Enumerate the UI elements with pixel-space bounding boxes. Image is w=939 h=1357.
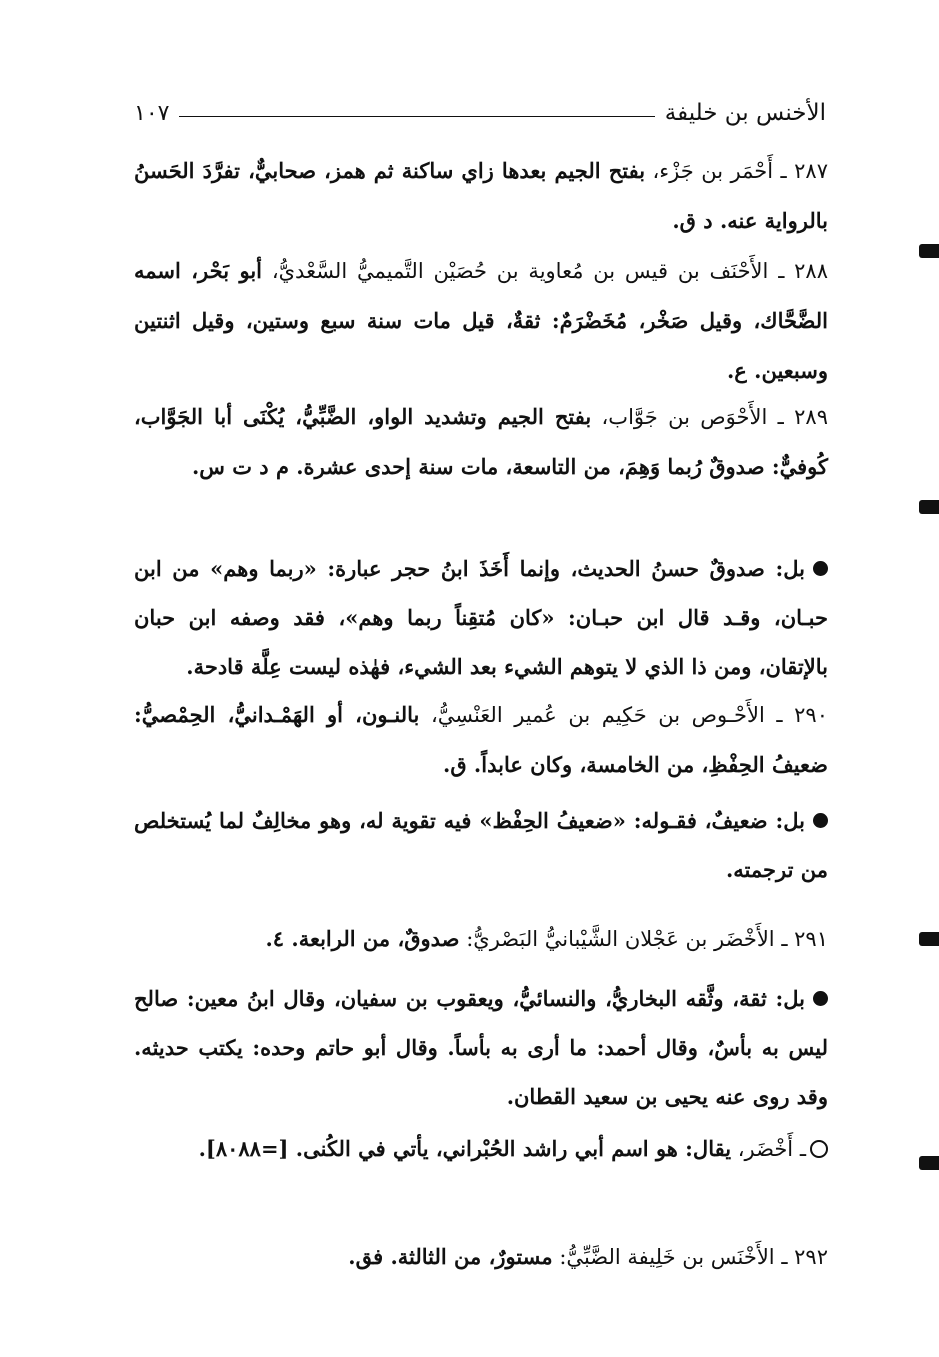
page-number: ١٠٧ bbox=[134, 100, 170, 126]
entry-number: ٢٨٨ ـ bbox=[778, 259, 828, 283]
entry-number: ـ bbox=[799, 1137, 806, 1161]
entry-name: أَخْضَر، bbox=[737, 1137, 794, 1161]
entry-name: الأَخْنَس بن خَلِيفة الضَّبِّيُّ: bbox=[559, 1245, 775, 1269]
entry-number: ٢٨٧ ـ bbox=[780, 159, 828, 183]
bullet-icon bbox=[813, 813, 828, 828]
entry-text: يقال: هو اسم أبي راشد الحُبْراني، يأتي في الكُنى. [=٨٠٨٨]. bbox=[198, 1136, 732, 1161]
entry-name: الأَخْضَر بن عَجْلان الشَّيْبانيُّ البَصْريُّ: bbox=[466, 927, 775, 951]
entry-number: ٢٩١ ـ bbox=[781, 927, 828, 951]
margin-tab-mark bbox=[919, 932, 939, 946]
entry-text: بفتح الجيم بعدها زاي ساكنة ثم همز، صحابيٌّ، تفرَّدَ الحَسنُ بالرواية عنه. د ق. bbox=[134, 158, 828, 233]
margin-tab-mark bbox=[919, 500, 939, 514]
entry-291 bbox=[134, 914, 828, 964]
running-header bbox=[134, 96, 826, 130]
entry-289 bbox=[134, 392, 828, 492]
commentary-290 bbox=[134, 796, 828, 894]
entry-288 bbox=[134, 246, 828, 396]
circle-marker-icon bbox=[810, 1140, 828, 1158]
entry-number: ٢٩٢ ـ bbox=[781, 1245, 828, 1269]
entry-text: مستورٌ، من الثالثة. فق. bbox=[348, 1244, 553, 1269]
entry-292 bbox=[134, 1232, 828, 1282]
commentary-text: بل: ثقة، وثَّقه البخاريُّ، والنسائيُّ، ويعقوب بن سفيان، وقال ابنُ معين: صالح ليس به بأسٌ، وقال أحمد: ما أرى به بأساً. وقال أبو حاتم وحده: يكتب حديثه. وقد روى عنه يحيى بن سعيد القطان. bbox=[134, 986, 828, 1109]
entry-name: أَحْمَر بن جَزْء، bbox=[652, 159, 774, 183]
header-title: الأخنس بن خليفة bbox=[664, 100, 826, 126]
margin-tab-mark bbox=[919, 244, 939, 258]
entry-text: صدوقٌ، من الرابعة. ٤. bbox=[265, 926, 460, 951]
entry-number: ٢٩٠ ـ bbox=[776, 703, 828, 727]
commentary-text: بل: ضعيفٌ، فقـوله: «ضعيفُ الحِفْظ» فيه تقوية له، وهو مخالِفٌ لما يُستخلص من ترجمته. bbox=[134, 808, 828, 882]
bullet-icon bbox=[813, 991, 828, 1006]
entry-290 bbox=[134, 690, 828, 790]
bullet-icon bbox=[813, 561, 828, 576]
entry-akhdar-crossref bbox=[134, 1124, 828, 1174]
commentary-291 bbox=[134, 974, 828, 1121]
entry-name: الأَحْوَص بن جَوَّاب، bbox=[601, 405, 768, 429]
header-rule bbox=[179, 116, 654, 117]
commentary-289 bbox=[134, 544, 828, 691]
commentary-text: بل: صدوقٌ حسنُ الحديث، وإنما أَخَذَ ابنُ حجر عبارة: «ربما وهم» من ابن حبـان، وقـد قال ابن حبـان: «كان مُتقِناً ربما وهم»، فقد وصفه ابن حبان بالإتقان، ومن ذا الذي لا يتوهم الشيء بعد الشيء، فهٰذه ليست عِلَّة قادحة. bbox=[134, 556, 828, 679]
margin-tab-mark bbox=[919, 1156, 939, 1170]
entry-name: الأَحْنَف بن قيس بن مُعاوية بن حُصَيْن التَّميميُّ السَّعْديُّ، bbox=[271, 259, 769, 283]
entry-number: ٢٨٩ ـ bbox=[777, 405, 828, 429]
entry-text: بفتح الجيم وتشديد الواو، الضَّبِّيُّ، يُكْنَى أبا الجَوَّاب، كُوفيٌّ: صدوقٌ رُبما وَهِمَ، من التاسعة، مات سنة إحدى عشرة. م د ت س. bbox=[134, 404, 828, 479]
entry-287 bbox=[134, 146, 828, 246]
entry-text: أبو بَحْر، اسمه الضَّحَّاك، وقيل صَخْر، مُخَضْرَمٌ: ثقةٌ، قيل مات سنة سبع وستين، وقيل اثنتين وسبعين. ع. bbox=[134, 258, 828, 383]
entry-name: الأَحْـوص بن حَكِيم بن عُمير العَنْسِيُّ، bbox=[430, 703, 765, 727]
entry-text: بالنـون، أو الهَمْـدانيُّ، الحِمْصيُّ: ضعيفُ الحِفْظِ، من الخامسة، وكان عابداً. ق. bbox=[134, 702, 828, 777]
